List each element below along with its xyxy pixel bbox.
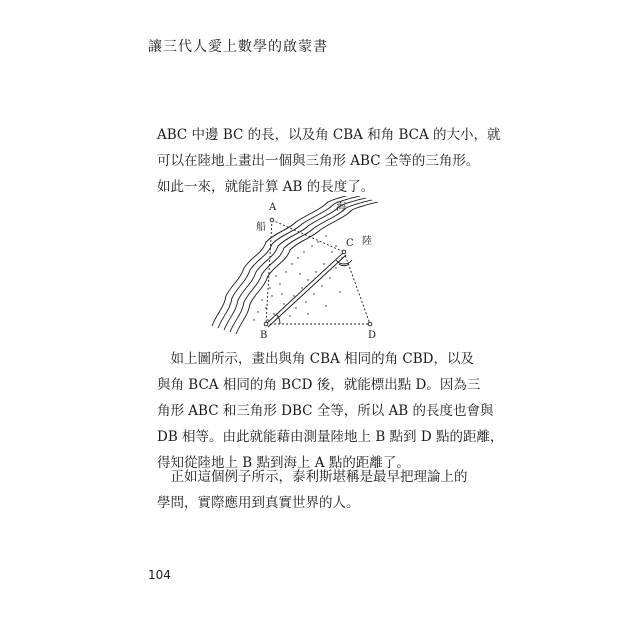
stipple-dot	[325, 305, 326, 306]
label-B: B	[260, 330, 268, 341]
text-line: 正如這個例子所示，泰利斯堪稱是最早把理論上的	[157, 469, 468, 485]
stipple-dot	[261, 299, 262, 300]
stipple-dot	[313, 293, 314, 294]
triangle-points	[264, 218, 372, 326]
running-header: 讓三代人愛上數學的啟蒙書	[148, 39, 328, 55]
stipple-dot	[253, 319, 254, 320]
stipple-dot	[289, 315, 290, 316]
stipple-dot	[293, 295, 294, 296]
label-A: A	[269, 202, 277, 213]
stipple-dot	[305, 301, 306, 302]
coastline-lines	[212, 196, 378, 334]
stipple-dot	[279, 283, 280, 284]
point-B	[264, 322, 268, 326]
text-line: 如此一來，就能計算 AB 的長度了。	[157, 179, 375, 195]
stipple-dot	[299, 273, 300, 274]
stipple-dot	[335, 245, 336, 246]
stipple-dot	[323, 263, 324, 264]
label-D: D	[368, 330, 377, 341]
text-line: ABC 中邊 BC 的長，以及角 CBA 和角 BCA 的大小，就	[157, 127, 501, 143]
label-sea: 海	[336, 202, 346, 213]
stipple-dot	[285, 271, 286, 272]
text-line: 可以在陸地上畫出一個與三角形 ABC 全等的三角形。	[157, 153, 480, 169]
text-line: 角形 ABC 和三角形 DBC 全等，所以 AB 的長度也會與	[157, 403, 494, 419]
line-BC	[266, 252, 344, 324]
stipple-dot	[317, 241, 318, 242]
stipple-dot	[267, 319, 268, 320]
stipple-dot	[273, 313, 274, 314]
page-number: 104	[148, 568, 171, 582]
stipple-dot	[295, 307, 296, 308]
coastline-diagram-svg	[196, 196, 396, 346]
stipple-dot	[275, 275, 276, 276]
stipple-dot	[297, 257, 298, 258]
text-line: 得知從陸地上 B 點到海上 A 點的距離了。	[157, 455, 410, 471]
paragraph-3	[157, 464, 477, 516]
line-BC-shadow	[268, 255, 346, 327]
triangle-diagram	[196, 196, 396, 346]
angle-arc-C	[336, 260, 352, 264]
stipple-dot	[315, 271, 316, 272]
stipple-dot	[291, 263, 292, 264]
paragraph-2	[157, 346, 504, 476]
stipple-dot	[339, 291, 340, 292]
text-line: 如上圖所示，畫出與角 CBA 相同的角 CBD，以及	[157, 351, 474, 367]
text-line: DB 相等。由此就能藉由測量陸地上 B 點到 D 點的距離，	[157, 429, 504, 445]
point-D	[368, 322, 372, 326]
stipple-dot	[325, 235, 326, 236]
triangle-lines	[266, 220, 370, 327]
stipple-dot	[271, 295, 272, 296]
point-A	[270, 218, 274, 222]
text-line: 學問，實際應用到真實世界的人。	[157, 495, 360, 511]
stipple-dot	[281, 293, 282, 294]
stipple-dot	[303, 251, 304, 252]
label-land: 陸	[362, 236, 372, 247]
stipple-dot	[321, 285, 322, 286]
stipple-dot	[257, 311, 258, 312]
text-line: 與角 BCA 相同的角 BCD 後，就能標出點 D。因為三	[157, 377, 481, 393]
stipple-dot	[283, 303, 284, 304]
stipple-dot	[335, 267, 336, 268]
paragraph-1	[157, 122, 501, 200]
label-C: C	[346, 238, 354, 249]
stipple-dot	[311, 245, 312, 246]
stipple-dot	[269, 287, 270, 288]
stipple-dot	[329, 277, 330, 278]
stipple-dot	[307, 313, 308, 314]
stipple-dot	[331, 251, 332, 252]
label-ship: 船	[256, 222, 266, 233]
stipple-dot	[307, 279, 308, 280]
point-C	[342, 250, 346, 254]
coastline-line	[230, 200, 372, 332]
stipple-dot	[301, 287, 302, 288]
